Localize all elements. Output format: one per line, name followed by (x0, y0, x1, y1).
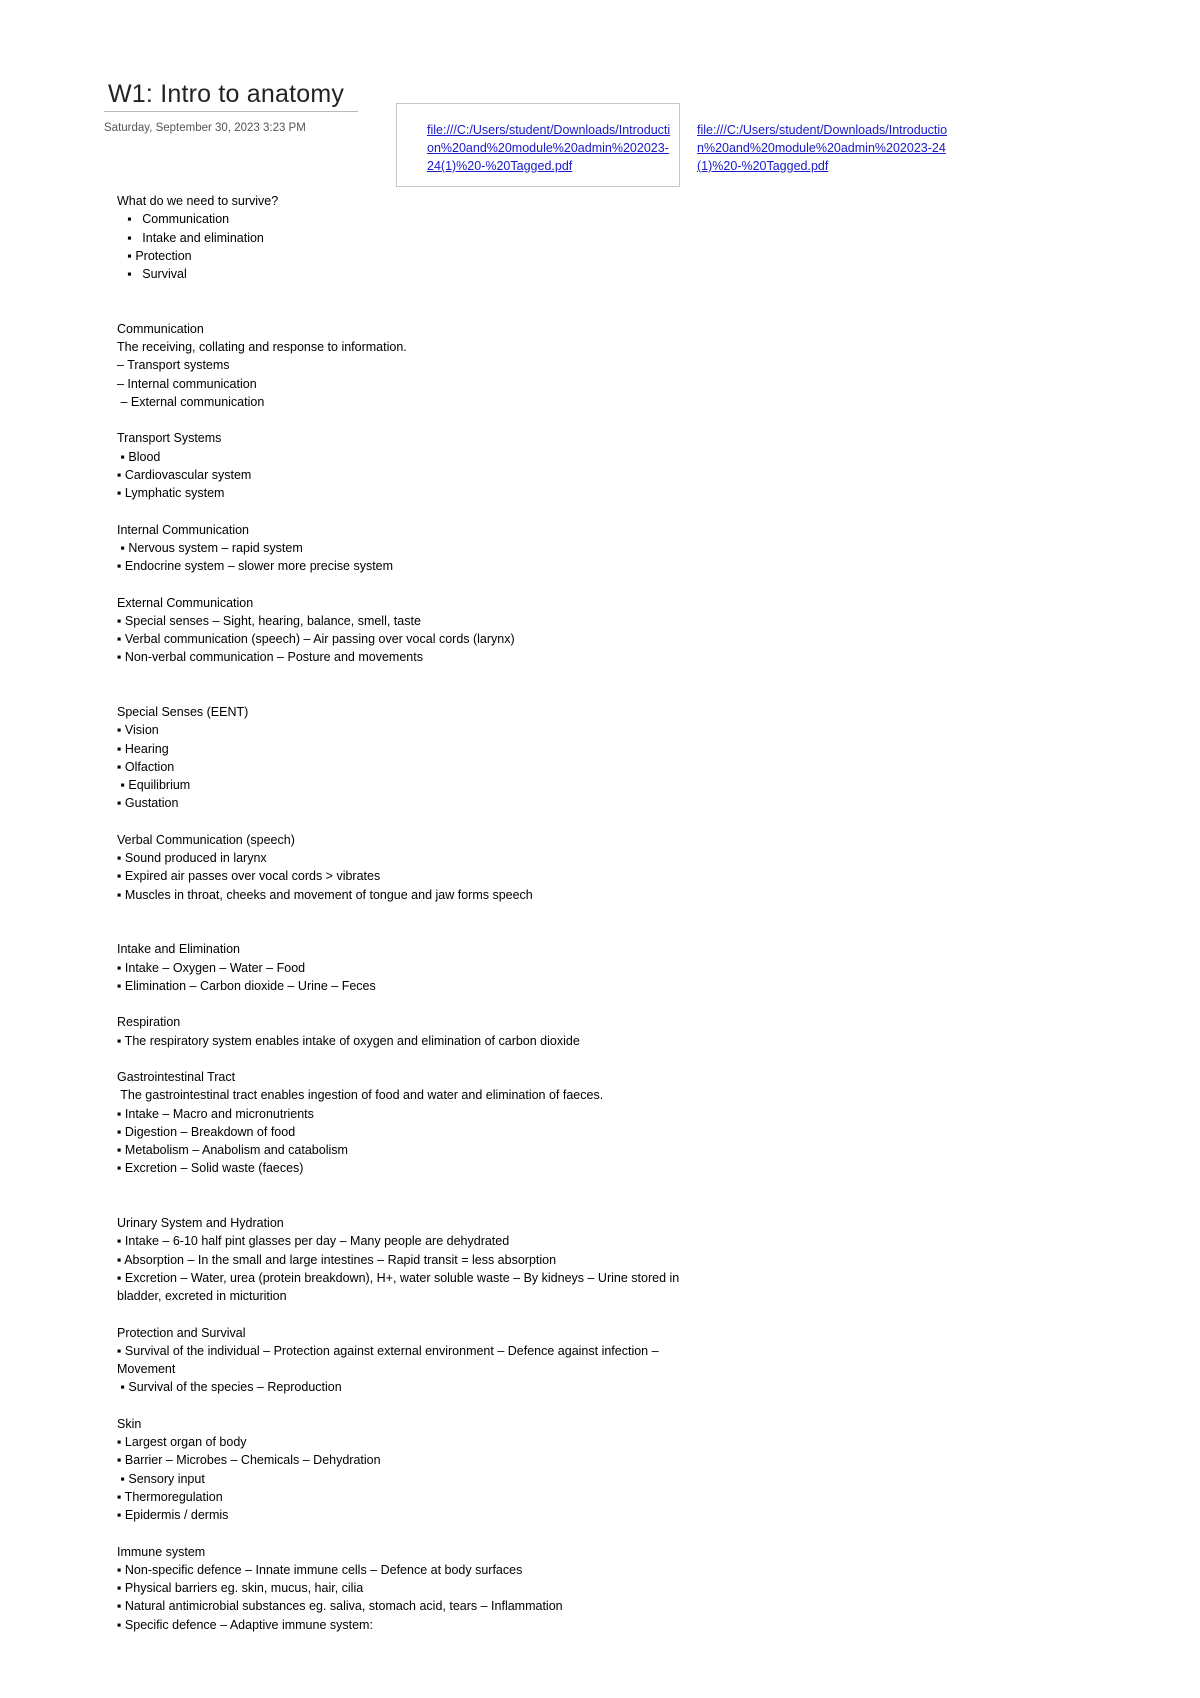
note-line: ▪ Non-verbal communication – Posture and movements (117, 650, 423, 665)
note-line: ▪ Sensory input (117, 1471, 205, 1486)
note-line: ▪ Expired air passes over vocal cords > vibrates (117, 869, 381, 884)
note-line: The receiving, collating and response to information. (117, 340, 407, 354)
note-line: ▪ Physical barriers eg. skin, mucus, hair, cilia (117, 1581, 364, 1595)
note-line: Protection and Survival (117, 1325, 246, 1340)
note-line: ▪ Lymphatic system (117, 486, 225, 500)
note-line (117, 575, 837, 593)
note-line (117, 502, 837, 520)
file-link-boxed[interactable]: file:///C:/Users/student/Downloads/Introduction%20and%20module%20admin%202023-24(1)%20-%20Tagged.pdf (427, 123, 671, 173)
note-line: Intake and Elimination (117, 942, 240, 957)
note-line: ▪ Muscles in throat, cheeks and movement of tongue and jaw forms speech (117, 887, 533, 902)
note-line (117, 1524, 837, 1542)
note-line: – External communication (117, 394, 265, 409)
note-line: ▪ Olfaction (117, 759, 175, 774)
note-line (117, 995, 837, 1013)
note-line (117, 302, 837, 320)
note-line: ▪ Elimination – Carbon dioxide – Urine – Feces (117, 978, 376, 993)
note-line: ▪ Special senses – Sight, hearing, balance, smell, taste (117, 613, 421, 628)
note-line: ▪ Survival of the species – Reproduction (117, 1380, 342, 1395)
title-divider (104, 111, 358, 112)
note-line (117, 1196, 837, 1214)
note-line: ▪ Excretion – Solid waste (faeces) (117, 1161, 304, 1176)
note-line (117, 904, 837, 922)
note-line: ▪ Absorption – In the small and large intestines – Rapid transit = less absorption (117, 1252, 557, 1267)
note-line (117, 283, 837, 301)
note-line (117, 1397, 837, 1415)
note-line: ▪ Largest organ of body (117, 1435, 247, 1449)
note-line: ▪ Gustation (117, 796, 179, 811)
page-title: W1: Intro to anatomy (108, 80, 345, 108)
note-line (117, 1305, 837, 1323)
note-line (117, 813, 837, 831)
note-line: ▪ Digestion – Breakdown of food (117, 1124, 296, 1139)
note-line (117, 922, 837, 940)
note-line: ▪ Excretion – Water, urea (protein breakdown), H+, water soluble waste – By kidneys – Urine stored in (117, 1270, 680, 1285)
note-line: ▪ Protection (117, 248, 192, 263)
note-line: ▪ Epidermis / dermis (117, 1508, 229, 1522)
note-line (117, 1178, 837, 1196)
note-line: External Communication (117, 595, 254, 610)
note-line: ▪ Cardiovascular system (117, 467, 252, 482)
note-line: The gastrointestinal tract enables ingestion of food and water and elimination of faeces. (117, 1088, 604, 1103)
note-line: ▪ Blood (117, 449, 161, 464)
note-line (117, 685, 837, 703)
note-line: Urinary System and Hydration (117, 1216, 284, 1230)
note-line: Special Senses (EENT) (117, 705, 249, 719)
note-line: ▪ Intake – Macro and micronutrients (117, 1106, 314, 1121)
note-line (117, 1050, 837, 1068)
note-line: ▪ Thermoregulation (117, 1489, 223, 1504)
file-link-container (697, 121, 957, 175)
note-line: Gastrointestinal Tract (117, 1070, 236, 1084)
note-line: ▪ Survival (117, 267, 187, 281)
note-line: ▪ Verbal communication (speech) – Air passing over vocal cords (larynx) (117, 632, 515, 646)
note-line: ▪ Equilibrium (117, 778, 191, 792)
note-line: ▪ Communication (117, 212, 230, 227)
note-line: bladder, excreted in micturition (117, 1289, 287, 1303)
note-line: Immune system (117, 1544, 206, 1559)
note-line: Verbal Communication (speech) (117, 832, 295, 847)
note-line: ▪ Intake – Oxygen – Water – Food (117, 960, 306, 975)
note-line: ▪ Nervous system – rapid system (117, 540, 303, 555)
note-line: Movement (117, 1362, 176, 1376)
note-line: Internal Communication (117, 522, 250, 537)
note-line: ▪ Intake and elimination (117, 230, 264, 245)
linked-file-container (396, 103, 680, 187)
note-line: ▪ Metabolism – Anabolism and catabolism (117, 1143, 348, 1157)
note-line: ▪ Hearing (117, 741, 169, 756)
note-line: ▪ Intake – 6-10 half pint glasses per day – Many people are dehydrated (117, 1234, 510, 1249)
note-line: ▪ Sound produced in larynx (117, 851, 267, 865)
note-line: ▪ Vision (117, 723, 159, 738)
file-link-free[interactable]: file:///C:/Users/student/Downloads/Introduction%20and%20module%20admin%202023-24(1)%20-%20Tagged.pdf (697, 123, 948, 173)
note-line: Respiration (117, 1015, 181, 1030)
note-line: ▪ Barrier – Microbes – Chemicals – Dehydration (117, 1453, 381, 1468)
note-line (117, 411, 837, 429)
note-line: What do we need to survive? (117, 194, 279, 208)
page-date: Saturday, September 30, 2023 3:23 PM (104, 122, 306, 134)
note-line: Communication (117, 321, 204, 336)
note-line: ▪ The respiratory system enables intake of oxygen and elimination of carbon dioxide (117, 1033, 580, 1048)
note-body[interactable] (117, 192, 837, 1634)
note-line: ▪ Survival of the individual – Protection against external environment – Defence against infection – (117, 1343, 659, 1358)
note-line: ▪ Endocrine system – slower more precise system (117, 559, 394, 573)
note-line: ▪ Natural antimicrobial substances eg. saliva, stomach acid, tears – Inflammation (117, 1599, 563, 1614)
note-line: ▪ Specific defence – Adaptive immune system: (117, 1617, 373, 1632)
note-line: ▪ Non-specific defence – Innate immune cells – Defence at body surfaces (117, 1562, 523, 1577)
note-line: Transport Systems (117, 431, 222, 446)
note-line: – Transport systems (117, 358, 230, 373)
note-line: – Internal communication (117, 376, 257, 391)
note-line: Skin (117, 1416, 142, 1431)
note-line (117, 667, 837, 685)
